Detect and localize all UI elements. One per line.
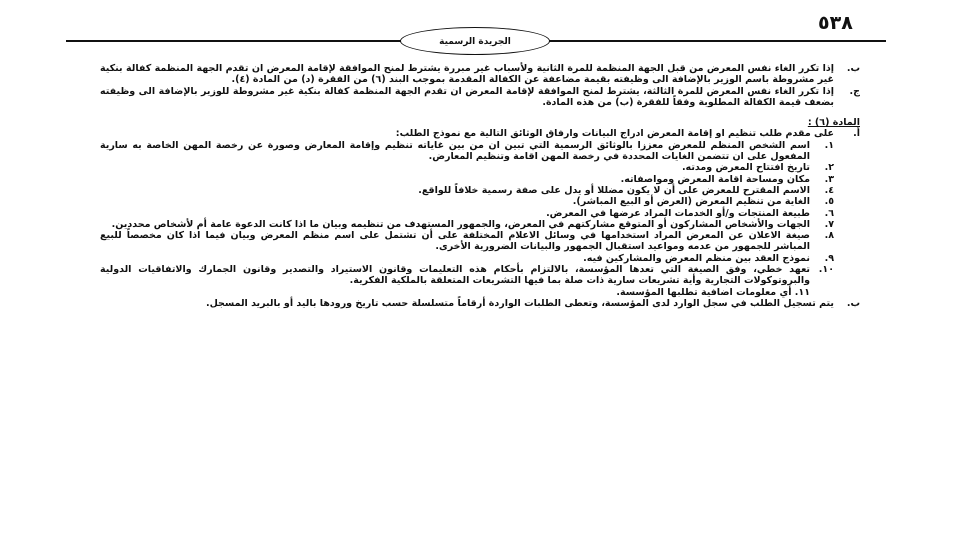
list-item-number: ٦. [824,207,834,219]
list-item-text: الجهات والأشخاص المشاركون أو المتوقع مشاركتهم في المعرض، والجمهور المستهدف من تنظيمه وبيان ما اذا كانت الدعوة عامة أم لأشخاص محددين. [111,218,810,230]
list-item-text: الغاية من تنظيم المعرض (العرض أو البيع المباشر). [572,196,810,208]
document-body [100,63,860,309]
list-item-number: ٧. [824,218,834,230]
list-item-text: مكان ومساحة اقامة المعرض ومواصفاته. [620,173,810,185]
list-item-text: تعهد خطي، وفق الصيغة التي تعدها المؤسسة، بالالتزام بأحكام هذه التعليمات وقانون الاستيراد والتصدير وقانون الجمارك والاتفاقيات الدولية والبروتوكولات التجارية وأية تشريعات سارية ذات صلة بما فيها التشريعات المتعلقة بالملكية الفكرية. [100,264,810,287]
list-item-text: طبيعة المنتجات و/أو الخدمات المراد عرضها في المعرض. [546,207,810,219]
article-clause-a [100,128,860,139]
clause-text: يتم تسجيل الطلب في سجل الوارد لدى المؤسسة، وتعطى الطلبات الواردة أرقاماً متسلسلة حسب تاريخ ورودها باليد أو بالبريد المسجل. [205,297,834,309]
clause-text: إذا تكرر الغاء نفس المعرض للمرة الثالثة، يشترط لمنح الموافقة لإقامة المعرض ان تقدم الجهة المنظمة كفالة بنكية غير مشروطة للوزير بالإضافة الى وظيفته بضعف قيمة الكفالة المطلوبة وفقاً للفقرة (ب) من هذه المادة. [100,85,834,108]
list-item [100,196,834,207]
article-clause-b [100,298,860,309]
article-title: المادة (٦) : [807,117,860,129]
list-item [100,140,834,163]
list-item-number: ٨. [824,230,834,242]
clause-text: على مقدم طلب تنظيم او إقامة المعرض ادراج البيانات وارفاق الوثائق التالية مع نموذج الطلب: [395,128,834,140]
list-item-number: ١. [824,139,834,151]
list-item-text: صيغة الاعلان عن المعرض المراد استخدامها في وسائل الاعلام المختلفة على أن تشتمل على اسم منظم المعرض وبيان فيما اذا كان مخصصاً للبيع المباشر للجمهور من عدمه ومواعيد استقبال الجمهور والبيانات الضرورية الأخرى. [100,230,810,253]
list-item [100,253,834,264]
list-item [100,162,834,173]
list-item [100,208,834,219]
list-item-text: الاسم المقترح للمعرض على أن لا يكون مضللا أو يدل على صفة رسمية خلافاً للواقع. [418,184,810,196]
list-item [100,264,834,287]
list-item-text: تاريخ افتتاح المعرض ومدته. [681,162,810,174]
list-item-11: ١١. أي معلومات اضافية تطلبها المؤسسة. [616,286,810,298]
list-item-number: ١٠. [818,264,834,276]
clause-text: إذا تكرر الغاء نفس المعرض من قبل الجهة المنظمة للمرة الثانية ولأسباب غير مبررة يشترط لمنح الموافقة لإقامة المعرض ان تقدم الجهة المنظمة كفالة بنكية غير مشروطة باسم الوزير بالإضافة الى وظيفته بقيمة مضاعفة عن الكفالة المقدمة بموجب البند (٦) من الفقرة (د) من المادة (٤). [100,63,834,86]
list-item-text: نموذج العقد بين منظم المعرض والمشاركين فيه. [583,252,810,264]
gazette-title-oval: الجريدة الرسمية [400,27,550,55]
list-item-number: ٥. [824,196,834,208]
clause-mark: ج. [849,85,860,97]
list-item-number: ٢. [824,162,834,174]
list-item [100,219,834,230]
list-item-number: ٩. [824,252,834,264]
clause-b-top [100,63,860,86]
clause-mark: أ. [853,128,860,140]
list-item [100,230,834,253]
page-number: ٥٣٨ [818,12,853,34]
clause-mark: ب. [846,63,860,74]
list-item-text: اسم الشخص المنظم للمعرض معززا بالوثائق الرسمية التي تبين ان من بين غاياته تنظيم وإقامة المعارض وصورة عن رخصة المهن الخاصة به سارية المفعول على ان تتضمن الغايات المحددة في رخصة المهن اقامة وتنظيم المعارض. [100,139,810,163]
list-item [100,174,834,185]
clause-mark: ب. [846,297,860,309]
list-item [100,185,834,196]
list-item-number: ٤. [824,184,834,196]
list-item-number: ٣. [824,173,834,185]
clause-c-top [100,86,860,109]
